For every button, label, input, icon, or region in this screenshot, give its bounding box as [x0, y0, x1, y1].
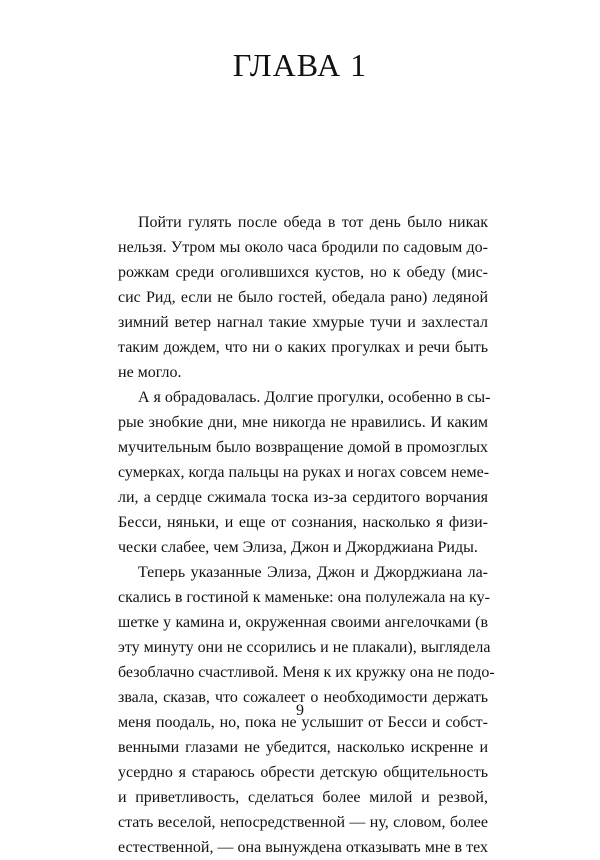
text-line: Теперь указанные Элиза, Джон и Джорджиана ла- — [138, 564, 488, 581]
text-line: усердно я стараюсь обрести детскую общительность — [118, 764, 488, 781]
text-line: венными глазами не убедится, насколько искренне и — [118, 739, 488, 756]
page-number: 9 — [296, 702, 304, 719]
text-line: и приветливость, сделаться более милой и резвой, — [118, 789, 488, 806]
text-line: не могло. — [118, 364, 182, 381]
text-line: естественной, — она вынуждена отказывать мне в тех — [118, 839, 488, 856]
text-line: меня поодаль, но, пока не услышит от Бесси и собст- — [118, 714, 488, 731]
text-line: зимний ветер нагнал такие хмурые тучи и захлестал — [118, 314, 488, 331]
chapter-title: ГЛАВА 1 — [232, 47, 368, 83]
text-line: мучительным было возвращение домой в промозглых — [118, 439, 488, 456]
text-line: эту минуту они не ссорились и не плакали), выглядела — [118, 639, 491, 656]
text-line: таким дождем, что ни о каких прогулках и речи быть — [118, 339, 488, 356]
text-line: шетке у камина и, окруженная своими ангелочками (в — [118, 614, 488, 631]
text-line: А я обрадовалась. Долгие прогулки, особенно в сы- — [138, 389, 491, 406]
text-line: стать веселой, непосредственной — ну, словом, более — [118, 814, 488, 831]
text-line: рые знобкие дни, мне никогда не нравились. И каким — [118, 414, 488, 431]
text-line: сумерках, когда пальцы на руках и ногах совсем неме- — [118, 464, 490, 481]
text-line: нельзя. Утром мы около часа бродили по садовым до- — [118, 239, 488, 256]
text-line: Бесси, няньки, и еще от сознания, насколько я физи- — [118, 514, 488, 531]
text-line: сис Рид, если не было гостей, обедала рано) ледяной — [118, 289, 488, 306]
text-line: звала, сказав, что сожалеет о необходимости держать — [118, 689, 488, 706]
text-line: чески слабее, чем Элиза, Джон и Джорджиана Риды. — [118, 539, 478, 556]
text-line: скались в гостиной к маменьке: она полулежала на ку- — [118, 589, 490, 606]
text-line: ли, а сердце сжимала тоска из-за сердитого ворчания — [118, 489, 488, 506]
text-line: рожкам среди оголившихся кустов, но к обеду (мис- — [118, 264, 488, 281]
text-line: Пойти гулять после обеда в тот день было никак — [138, 214, 488, 231]
body-text — [118, 210, 495, 860]
text-line: безоблачно счастливой. Меня к их кружку она не подо- — [118, 664, 495, 681]
